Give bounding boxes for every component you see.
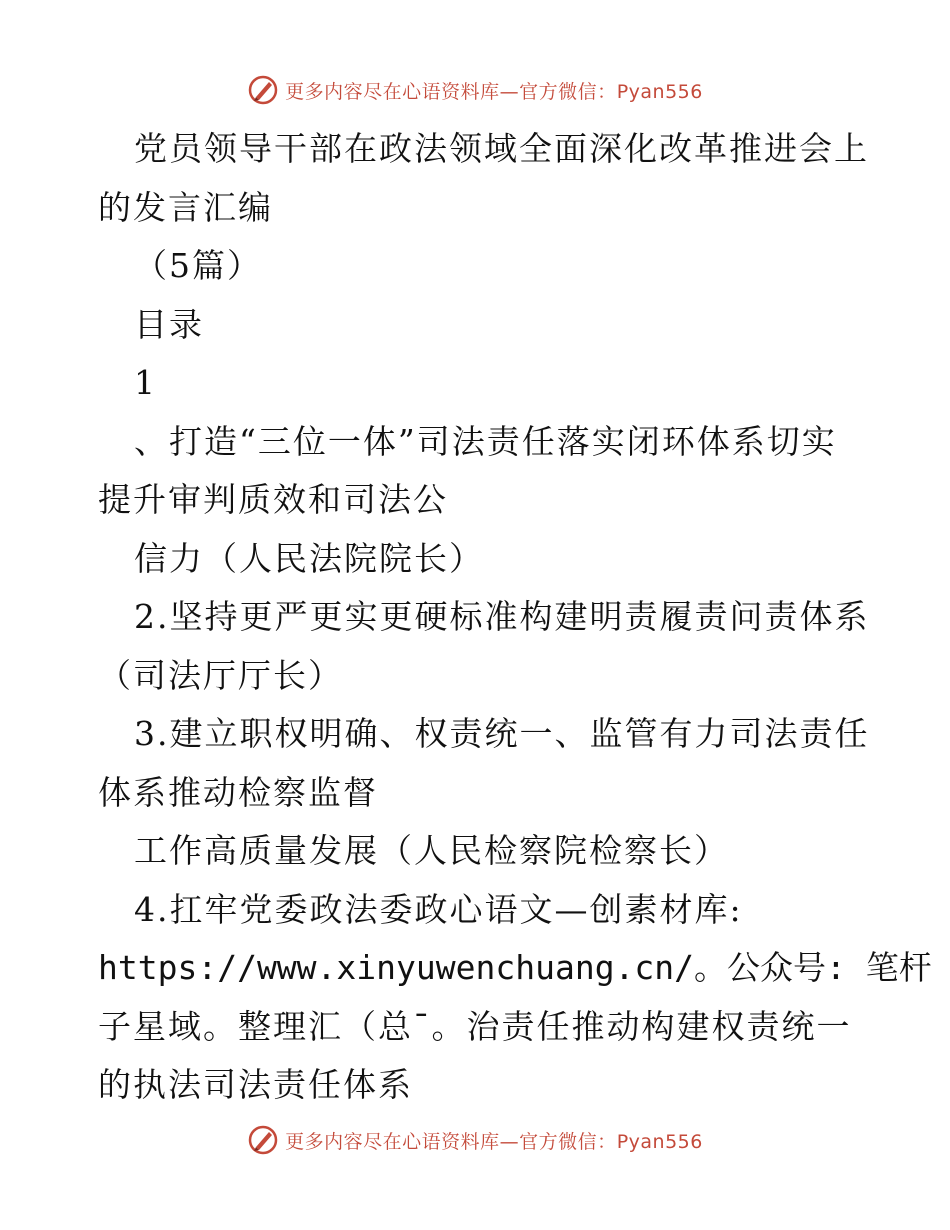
- toc-item-3-line-1: 3.建立职权明确、权责统一、监管有力司法责任: [134, 714, 870, 753]
- toc-heading: 目录: [134, 304, 204, 344]
- banner-wechat-label: 官方微信：: [519, 80, 617, 103]
- toc-item-3-line-3: 工作高质量发展（人民检察院检察长）: [134, 831, 729, 870]
- toc-item-4-line-3: 子星域。整理汇（总¯。治责任推动构建权责统一: [98, 1006, 852, 1046]
- toc-item-1-number: 1: [134, 363, 157, 402]
- banner-separator: —: [499, 80, 520, 103]
- banner-wechat-id: Pyan556: [616, 80, 703, 103]
- banner-text: [285, 77, 703, 104]
- toc-item-1-line-1: 、打造“三位一体”司法责任落实闭环体系切实: [134, 421, 837, 461]
- banner-separator: —: [499, 1130, 520, 1153]
- footer-banner: [0, 1120, 950, 1160]
- banner-site-text: 更多内容尽在心语资料库: [285, 80, 500, 103]
- banner-wechat-label: 官方微信：: [519, 1130, 617, 1153]
- pen-nib-logo-icon: [247, 74, 279, 106]
- header-banner: [0, 70, 950, 110]
- toc-item-1-line-3: 信力（人民法院院长）: [134, 538, 484, 578]
- pen-nib-logo-icon: [247, 1124, 279, 1156]
- document-title-line-2: 的发言汇编: [98, 187, 273, 227]
- banner-text: [285, 1127, 703, 1154]
- document-title-line-1: 党员领导干部在政法领域全面深化改革推进会上: [134, 129, 869, 168]
- toc-item-2-line-1: 2.坚持更严更实更硬标准构建明责履责问责体系: [134, 597, 870, 636]
- toc-item-1-line-2: 提升审判质效和司法公: [98, 480, 448, 519]
- banner-site-text: 更多内容尽在心语资料库: [285, 1130, 500, 1153]
- toc-item-2-line-2: （司法厅厅长）: [98, 655, 343, 695]
- toc-item-4-line-2: https://www.xinyuwenchuang.cn/。公众号: 笔杆: [98, 948, 932, 987]
- toc-item-3-line-2: 体系推动检察监督: [98, 772, 378, 812]
- document-body: [98, 120, 932, 1115]
- banner-wechat-id: Pyan556: [616, 1130, 703, 1153]
- toc-item-4-line-4: 的执法司法责任体系: [98, 1065, 413, 1104]
- toc-item-4-line-1: 4.扛牢党委政法委政心语文—创素材库:: [134, 889, 743, 929]
- document-count: （5篇）: [134, 246, 262, 285]
